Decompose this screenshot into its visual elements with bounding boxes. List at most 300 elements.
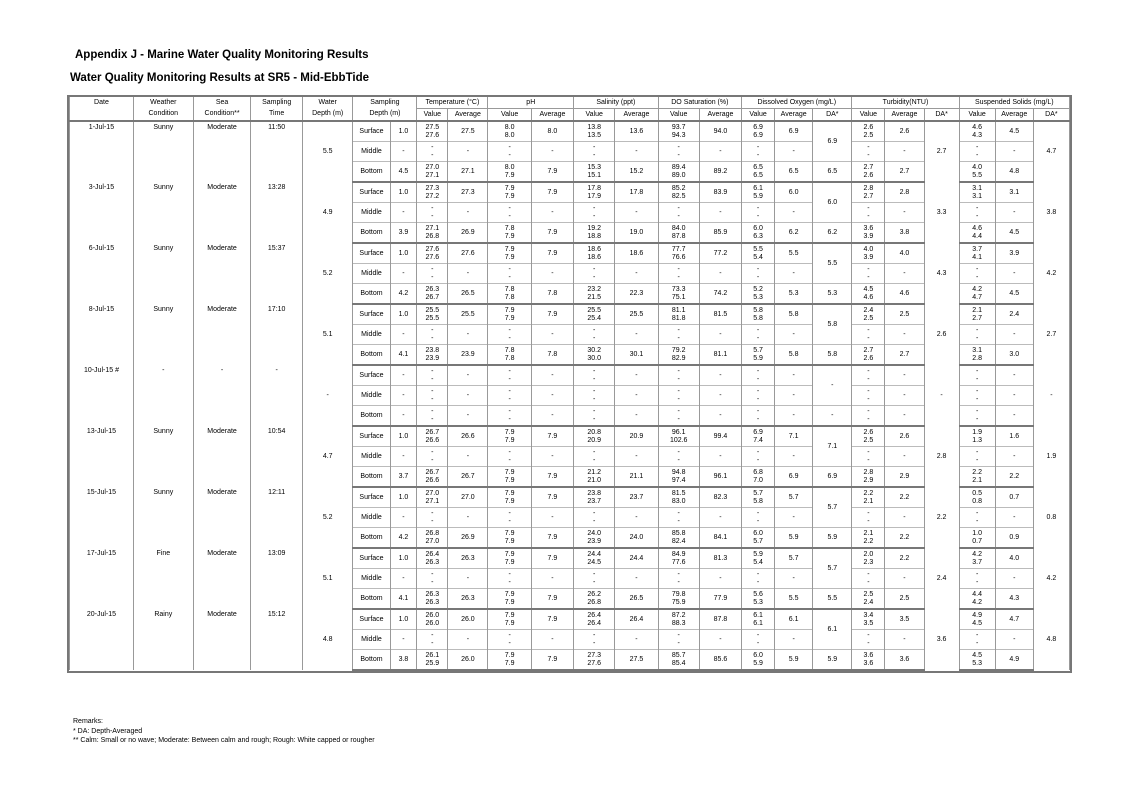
cell-turbidity-average: 3.6 xyxy=(885,650,924,671)
col-sampling-depth: Sampling xyxy=(353,97,417,109)
cell-turbidity-value: 2.6 2.5 xyxy=(852,426,885,447)
cell-ph-average: 7.9 xyxy=(531,650,573,671)
cell-sea-condition: Moderate xyxy=(193,609,251,670)
cell-ph-average: - xyxy=(531,447,573,467)
cell-ss-average: 3.1 xyxy=(995,182,1033,203)
cell-weather: - xyxy=(133,365,193,426)
cell-do-average: - xyxy=(775,569,813,589)
cell-level: Bottom xyxy=(353,528,390,549)
col-sampling-time: Sampling xyxy=(251,97,303,109)
cell-sampling-depth: 3.9 xyxy=(390,223,417,244)
cell-ph-value: 7.9 7.9 xyxy=(488,467,531,488)
cell-ss-value: - - xyxy=(959,386,995,406)
cell-ss-average: 2.4 xyxy=(995,304,1033,325)
cell-salinity-average: 30.1 xyxy=(615,345,658,366)
cell-ss-value: - - xyxy=(959,365,995,386)
header-row-2 xyxy=(70,109,1070,122)
cell-ph-average: - xyxy=(531,630,573,650)
cell-do-value: - - xyxy=(742,630,775,650)
cell-do-sat-value: 73.3 75.1 xyxy=(658,284,699,305)
cell-turbidity-value: 3.6 3.9 xyxy=(852,223,885,244)
cell-sampling-depth: 4.1 xyxy=(390,589,417,610)
cell-do-value: - - xyxy=(742,386,775,406)
cell-turbidity-value: - - xyxy=(852,365,885,386)
cell-do-value: 6.0 5.9 xyxy=(742,650,775,671)
cell-turbidity-da: - xyxy=(924,365,959,426)
cell-do-sat-average: 82.3 xyxy=(699,487,741,508)
sub-average: Average xyxy=(885,109,924,122)
cell-ss-average: 4.8 xyxy=(995,162,1033,183)
cell-do-value: - - xyxy=(742,406,775,427)
cell-turbidity-value: - - xyxy=(852,508,885,528)
cell-ss-value: - - xyxy=(959,406,995,427)
cell-date: 3-Jul-15 xyxy=(70,182,134,243)
cell-temp-value: 26.4 26.3 xyxy=(417,548,448,569)
cell-sampling-time: 13:09 xyxy=(251,548,303,609)
cell-do-value: 5.7 5.9 xyxy=(742,345,775,366)
cell-do-sat-value: - - xyxy=(658,203,699,223)
cell-do-da: 6.0 xyxy=(813,182,852,223)
cell-ph-average: 7.9 xyxy=(531,589,573,610)
cell-ph-average: - xyxy=(531,406,573,427)
cell-salinity-value: 27.3 27.6 xyxy=(574,650,615,671)
cell-ss-value: 4.4 4.2 xyxy=(959,589,995,610)
sub-value: Value xyxy=(658,109,699,122)
cell-salinity-value: 18.6 18.6 xyxy=(574,243,615,264)
cell-salinity-value: 23.2 21.5 xyxy=(574,284,615,305)
cell-ph-value: - - xyxy=(488,630,531,650)
col-turbidity: Turbidity(NTU) xyxy=(852,97,959,109)
cell-do-sat-average: - xyxy=(699,142,741,162)
cell-ph-value: 7.9 7.9 xyxy=(488,487,531,508)
cell-temp-value: - - xyxy=(417,406,448,427)
cell-do-average: 5.8 xyxy=(775,345,813,366)
cell-do-da-bottom: 5.9 xyxy=(813,528,852,549)
cell-salinity-average: 18.6 xyxy=(615,243,658,264)
cell-temp-value: 27.3 27.2 xyxy=(417,182,448,203)
cell-ss-value: - - xyxy=(959,325,995,345)
cell-level: Surface xyxy=(353,426,390,447)
col-depth-sub: Depth (m) xyxy=(353,109,417,122)
cell-ss-average: 3.9 xyxy=(995,243,1033,264)
cell-sampling-time: - xyxy=(251,365,303,426)
cell-sampling-depth: 1.0 xyxy=(390,426,417,447)
cell-salinity-average: - xyxy=(615,406,658,427)
results-table xyxy=(69,97,1070,671)
cell-salinity-average: - xyxy=(615,264,658,284)
cell-do-sat-value: 87.2 88.3 xyxy=(658,609,699,630)
sub-value: Value xyxy=(574,109,615,122)
cell-ph-value: - - xyxy=(488,365,531,386)
table-title: Water Quality Monitoring Results at SR5 - Mid-EbbTide xyxy=(70,72,370,84)
col-sea: Sea xyxy=(193,97,251,109)
cell-ph-value: - - xyxy=(488,203,531,223)
table-row xyxy=(70,426,1070,447)
cell-sampling-depth: 1.0 xyxy=(390,487,417,508)
cell-turbidity-value: - - xyxy=(852,386,885,406)
cell-ss-value: 4.6 4.3 xyxy=(959,121,995,142)
cell-ph-average: 7.9 xyxy=(531,528,573,549)
cell-ss-value: - - xyxy=(959,508,995,528)
cell-salinity-value: 25.5 25.4 xyxy=(574,304,615,325)
cell-sea-condition: Moderate xyxy=(193,487,251,548)
cell-sampling-time: 11:50 xyxy=(251,121,303,182)
cell-temp-average: 26.9 xyxy=(448,223,488,244)
cell-do-da-bottom: 6.2 xyxy=(813,223,852,244)
cell-temp-average: 27.1 xyxy=(448,162,488,183)
cell-do-sat-value: - - xyxy=(658,630,699,650)
cell-water-depth: 5.1 xyxy=(302,548,353,609)
cell-weather: Sunny xyxy=(133,426,193,487)
cell-temp-average: - xyxy=(448,365,488,386)
cell-salinity-average: - xyxy=(615,365,658,386)
cell-turbidity-average: 2.5 xyxy=(885,304,924,325)
header-row-1 xyxy=(70,97,1070,109)
cell-turbidity-average: 4.0 xyxy=(885,243,924,264)
results-body xyxy=(70,121,1070,670)
cell-ss-average: 4.3 xyxy=(995,589,1033,610)
cell-temp-average: 26.5 xyxy=(448,284,488,305)
cell-level: Middle xyxy=(353,569,390,589)
cell-do-sat-value: 81.1 81.8 xyxy=(658,304,699,325)
cell-turbidity-average: 2.6 xyxy=(885,426,924,447)
cell-do-da: 6.9 xyxy=(813,121,852,162)
cell-sea-condition: Moderate xyxy=(193,121,251,182)
cell-do-sat-average: 77.2 xyxy=(699,243,741,264)
cell-turbidity-average: 2.7 xyxy=(885,345,924,366)
cell-ph-average: 7.9 xyxy=(531,467,573,488)
cell-ss-da: 4.2 xyxy=(1033,243,1069,304)
col-sea-sub: Condition** xyxy=(193,109,251,122)
cell-do-value: 6.9 7.4 xyxy=(742,426,775,447)
cell-do-da: - xyxy=(813,365,852,406)
cell-temp-value: 26.3 26.7 xyxy=(417,284,448,305)
cell-turbidity-value: - - xyxy=(852,569,885,589)
sub-average: Average xyxy=(775,109,813,122)
col-time-sub: Time xyxy=(251,109,303,122)
sub-average: Average xyxy=(615,109,658,122)
cell-level: Bottom xyxy=(353,467,390,488)
cell-temp-value: 27.5 27.6 xyxy=(417,121,448,142)
cell-ph-average: 7.9 xyxy=(531,162,573,183)
cell-turbidity-average: 3.5 xyxy=(885,609,924,630)
cell-sampling-time: 12:11 xyxy=(251,487,303,548)
cell-ph-value: 7.8 7.8 xyxy=(488,284,531,305)
cell-level: Surface xyxy=(353,365,390,386)
cell-do-value: - - xyxy=(742,365,775,386)
cell-turbidity-average: - xyxy=(885,508,924,528)
cell-ph-average: 8.0 xyxy=(531,121,573,142)
cell-turbidity-da: 4.3 xyxy=(924,243,959,304)
cell-do-sat-average: 94.0 xyxy=(699,121,741,142)
cell-do-da-bottom: 5.8 xyxy=(813,345,852,366)
cell-do-sat-value: - - xyxy=(658,142,699,162)
cell-do-average: - xyxy=(775,264,813,284)
cell-do-sat-average: - xyxy=(699,569,741,589)
cell-do-average: 5.5 xyxy=(775,243,813,264)
cell-do-value: 5.8 5.8 xyxy=(742,304,775,325)
cell-sea-condition: Moderate xyxy=(193,243,251,304)
cell-do-value: 6.8 7.0 xyxy=(742,467,775,488)
cell-level: Surface xyxy=(353,243,390,264)
cell-temp-average: 26.0 xyxy=(448,650,488,671)
cell-do-sat-average: - xyxy=(699,386,741,406)
sub-da: DA* xyxy=(1033,109,1069,122)
sub-value: Value xyxy=(959,109,995,122)
cell-ss-average: 4.5 xyxy=(995,223,1033,244)
cell-turbidity-value: - - xyxy=(852,264,885,284)
cell-ss-value: - - xyxy=(959,264,995,284)
cell-turbidity-average: - xyxy=(885,569,924,589)
table-row xyxy=(70,609,1070,630)
cell-do-value: - - xyxy=(742,325,775,345)
cell-do-sat-value: 77.7 76.6 xyxy=(658,243,699,264)
cell-turbidity-da: 3.6 xyxy=(924,609,959,670)
cell-do-sat-value: 84.0 87.8 xyxy=(658,223,699,244)
col-salinity: Salinity (ppt) xyxy=(574,97,659,109)
cell-salinity-value: - - xyxy=(574,264,615,284)
cell-ss-value: 4.9 4.5 xyxy=(959,609,995,630)
cell-turbidity-da: 2.2 xyxy=(924,487,959,548)
col-dissolved-oxygen: Dissolved Oxygen (mg/L) xyxy=(742,97,852,109)
sub-value: Value xyxy=(488,109,531,122)
cell-do-sat-average: - xyxy=(699,508,741,528)
cell-do-sat-value: - - xyxy=(658,386,699,406)
remark-sea-condition: ** Calm: Small or no wave; Moderate: Between calm and rough; Rough: White capped or rougher xyxy=(73,737,375,744)
cell-ph-average: 7.8 xyxy=(531,345,573,366)
cell-level: Middle xyxy=(353,630,390,650)
cell-turbidity-da: 3.3 xyxy=(924,182,959,243)
cell-do-sat-value: - - xyxy=(658,569,699,589)
cell-do-value: 6.0 5.7 xyxy=(742,528,775,549)
cell-turbidity-value: 4.5 4.6 xyxy=(852,284,885,305)
cell-temp-average: - xyxy=(448,508,488,528)
cell-turbidity-average: 2.8 xyxy=(885,182,924,203)
sub-average: Average xyxy=(699,109,741,122)
cell-ph-value: - - xyxy=(488,325,531,345)
cell-temp-value: 27.6 27.6 xyxy=(417,243,448,264)
cell-temp-average: - xyxy=(448,630,488,650)
cell-do-value: - - xyxy=(742,447,775,467)
cell-turbidity-average: 2.6 xyxy=(885,121,924,142)
cell-level: Middle xyxy=(353,264,390,284)
cell-level: Bottom xyxy=(353,406,390,427)
cell-sampling-depth: 3.8 xyxy=(390,650,417,671)
cell-temp-average: - xyxy=(448,386,488,406)
cell-salinity-average: 24.4 xyxy=(615,548,658,569)
cell-ss-average: - xyxy=(995,406,1033,427)
cell-ph-average: - xyxy=(531,569,573,589)
cell-do-sat-average: - xyxy=(699,406,741,427)
cell-ph-average: - xyxy=(531,365,573,386)
cell-do-value: 5.6 5.3 xyxy=(742,589,775,610)
cell-weather: Fine xyxy=(133,548,193,609)
cell-temp-average: - xyxy=(448,325,488,345)
cell-level: Bottom xyxy=(353,650,390,671)
cell-temp-average: - xyxy=(448,203,488,223)
col-weather-sub: Condition xyxy=(133,109,193,122)
sub-average: Average xyxy=(448,109,488,122)
cell-level: Bottom xyxy=(353,345,390,366)
cell-level: Surface xyxy=(353,548,390,569)
cell-sampling-depth: 3.7 xyxy=(390,467,417,488)
cell-temp-average: - xyxy=(448,264,488,284)
cell-ss-value: 1.0 0.7 xyxy=(959,528,995,549)
cell-weather: Sunny xyxy=(133,243,193,304)
cell-turbidity-average: 3.8 xyxy=(885,223,924,244)
cell-do-average: - xyxy=(775,325,813,345)
cell-ph-value: 7.9 7.9 xyxy=(488,548,531,569)
cell-ph-value: 7.9 7.9 xyxy=(488,650,531,671)
cell-temp-average: 23.9 xyxy=(448,345,488,366)
cell-temp-value: - - xyxy=(417,325,448,345)
cell-do-average: 5.8 xyxy=(775,304,813,325)
col-water-depth-sub: Depth (m) xyxy=(302,109,353,122)
cell-temp-average: - xyxy=(448,569,488,589)
cell-turbidity-average: - xyxy=(885,365,924,386)
cell-level: Middle xyxy=(353,325,390,345)
cell-do-sat-average: - xyxy=(699,325,741,345)
cell-water-depth: 4.9 xyxy=(302,182,353,243)
cell-do-sat-average: 81.5 xyxy=(699,304,741,325)
cell-salinity-average: 22.3 xyxy=(615,284,658,305)
sub-average: Average xyxy=(995,109,1033,122)
cell-ss-value: 1.9 1.3 xyxy=(959,426,995,447)
cell-salinity-average: 15.2 xyxy=(615,162,658,183)
cell-temp-value: - - xyxy=(417,142,448,162)
cell-sampling-depth: - xyxy=(390,406,417,427)
cell-ss-da: 1.9 xyxy=(1033,426,1069,487)
cell-sampling-depth: 1.0 xyxy=(390,304,417,325)
cell-ss-da: 3.8 xyxy=(1033,182,1069,243)
cell-turbidity-average: - xyxy=(885,264,924,284)
cell-do-da: 5.8 xyxy=(813,304,852,345)
cell-salinity-average: 23.7 xyxy=(615,487,658,508)
cell-ss-da: 2.7 xyxy=(1033,304,1069,365)
cell-do-da-bottom: 6.5 xyxy=(813,162,852,183)
cell-do-value: - - xyxy=(742,508,775,528)
cell-temp-value: 27.0 27.1 xyxy=(417,162,448,183)
cell-salinity-average: 13.6 xyxy=(615,121,658,142)
cell-salinity-average: - xyxy=(615,386,658,406)
cell-weather: Sunny xyxy=(133,487,193,548)
cell-do-average: 5.7 xyxy=(775,548,813,569)
cell-temp-value: 26.3 26.3 xyxy=(417,589,448,610)
cell-ph-value: 7.8 7.8 xyxy=(488,345,531,366)
cell-ph-value: 7.8 7.9 xyxy=(488,223,531,244)
cell-salinity-average: 21.1 xyxy=(615,467,658,488)
remarks-title: Remarks: xyxy=(73,718,103,725)
cell-sampling-depth: - xyxy=(390,386,417,406)
cell-salinity-value: 30.2 30.0 xyxy=(574,345,615,366)
cell-ss-average: - xyxy=(995,630,1033,650)
cell-turbidity-average: - xyxy=(885,630,924,650)
cell-turbidity-value: - - xyxy=(852,447,885,467)
cell-temp-average: 27.0 xyxy=(448,487,488,508)
cell-do-average: - xyxy=(775,365,813,386)
cell-ph-value: - - xyxy=(488,264,531,284)
cell-do-sat-average: 74.2 xyxy=(699,284,741,305)
cell-turbidity-da: 2.4 xyxy=(924,548,959,609)
cell-sampling-depth: 1.0 xyxy=(390,548,417,569)
cell-turbidity-average: - xyxy=(885,386,924,406)
cell-turbidity-value: 2.4 2.5 xyxy=(852,304,885,325)
cell-sea-condition: Moderate xyxy=(193,182,251,243)
sub-value: Value xyxy=(417,109,448,122)
cell-do-average: - xyxy=(775,142,813,162)
cell-temp-value: - - xyxy=(417,264,448,284)
cell-date: 10-Jul-15 # xyxy=(70,365,134,426)
cell-salinity-average: 26.4 xyxy=(615,609,658,630)
cell-temp-value: 27.1 26.8 xyxy=(417,223,448,244)
cell-salinity-value: - - xyxy=(574,386,615,406)
cell-do-sat-average: 99.4 xyxy=(699,426,741,447)
sub-da: DA* xyxy=(813,109,852,122)
cell-water-depth: 5.5 xyxy=(302,121,353,182)
col-do-saturation: DO Saturation (%) xyxy=(658,97,742,109)
cell-turbidity-value: 2.7 2.6 xyxy=(852,345,885,366)
cell-do-sat-value: 93.7 94.3 xyxy=(658,121,699,142)
cell-ss-value: 4.2 3.7 xyxy=(959,548,995,569)
cell-sampling-time: 10:54 xyxy=(251,426,303,487)
cell-temp-value: - - xyxy=(417,630,448,650)
cell-ss-average: - xyxy=(995,365,1033,386)
table-row xyxy=(70,121,1070,142)
cell-temp-average: - xyxy=(448,406,488,427)
cell-ss-average: 2.2 xyxy=(995,467,1033,488)
cell-ph-average: 7.9 xyxy=(531,223,573,244)
cell-level: Surface xyxy=(353,121,390,142)
cell-date: 1-Jul-15 xyxy=(70,121,134,182)
cell-salinity-value: - - xyxy=(574,365,615,386)
cell-water-depth: 4.8 xyxy=(302,609,353,670)
cell-do-average: - xyxy=(775,630,813,650)
cell-salinity-average: - xyxy=(615,447,658,467)
cell-ph-value: 7.9 7.9 xyxy=(488,528,531,549)
cell-ss-average: - xyxy=(995,142,1033,162)
cell-ss-average: 4.5 xyxy=(995,121,1033,142)
cell-sampling-depth: 1.0 xyxy=(390,182,417,203)
cell-turbidity-da: 2.7 xyxy=(924,121,959,182)
cell-turbidity-value: - - xyxy=(852,142,885,162)
cell-turbidity-value: - - xyxy=(852,203,885,223)
cell-do-sat-value: - - xyxy=(658,365,699,386)
remark-da: * DA: Depth-Averaged xyxy=(73,727,143,735)
cell-turbidity-value: 2.1 2.2 xyxy=(852,528,885,549)
cell-turbidity-value: 2.5 2.4 xyxy=(852,589,885,610)
cell-do-da-bottom: - xyxy=(813,406,852,427)
cell-ph-average: 7.9 xyxy=(531,609,573,630)
cell-do-sat-value: 89.4 89.0 xyxy=(658,162,699,183)
table-row xyxy=(70,182,1070,203)
cell-ss-da: - xyxy=(1033,365,1069,426)
cell-salinity-value: - - xyxy=(574,406,615,427)
cell-ph-value: 8.0 8.0 xyxy=(488,121,531,142)
cell-do-sat-value: - - xyxy=(658,264,699,284)
cell-do-sat-average: 83.9 xyxy=(699,182,741,203)
cell-sampling-depth: 1.0 xyxy=(390,243,417,264)
cell-salinity-value: 26.4 26.4 xyxy=(574,609,615,630)
cell-salinity-average: 26.5 xyxy=(615,589,658,610)
cell-temp-value: - - xyxy=(417,569,448,589)
cell-temp-average: 26.7 xyxy=(448,467,488,488)
cell-ss-da: 4.7 xyxy=(1033,121,1069,182)
cell-turbidity-value: 4.0 3.9 xyxy=(852,243,885,264)
cell-ph-average: - xyxy=(531,142,573,162)
cell-ph-average: 7.9 xyxy=(531,487,573,508)
cell-ph-value: 7.9 7.9 xyxy=(488,304,531,325)
cell-salinity-average: 24.0 xyxy=(615,528,658,549)
